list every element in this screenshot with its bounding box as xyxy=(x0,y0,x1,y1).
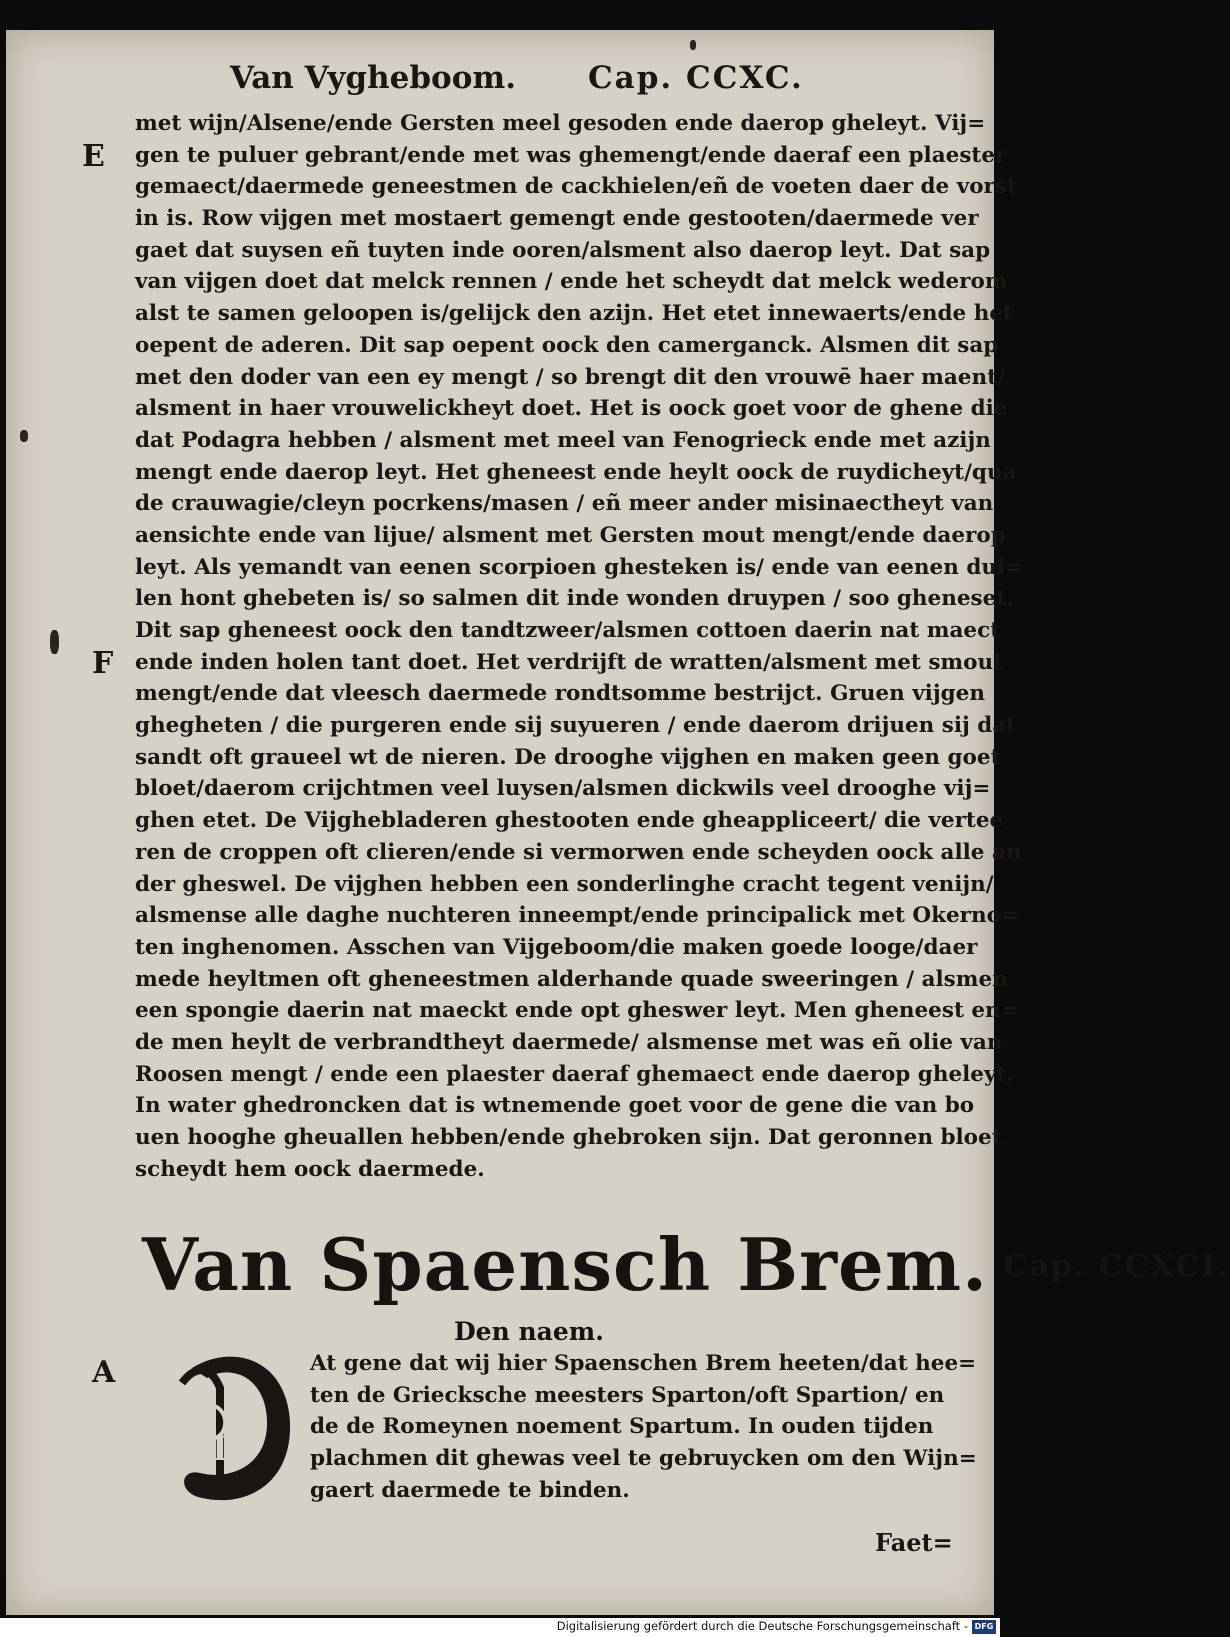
text-line: gen te puluer gebrant/ende met was ghemengt/ende daeraf een plaester xyxy=(135,142,1007,168)
text-line: ren de croppen oft clieren/ende si vermorwen ende scheyden oock alle an xyxy=(135,839,1022,865)
svg-text:D: D xyxy=(212,1429,242,1469)
text-line: alsmense alle daghe nuchteren inneempt/ende principalick met Okerno= xyxy=(135,903,1019,929)
section-title: Van Spaensch Brem. xyxy=(142,1222,989,1307)
text-line: gaert daermede te binden. xyxy=(310,1477,630,1503)
section-chapter: Cap. CCXCI. xyxy=(1003,1249,1230,1284)
text-line: gemaect/daermede geneestmen de cackhielen/eñ de voeten daer de vorst xyxy=(135,174,1017,200)
margin-marker-e: E xyxy=(82,139,105,174)
funding-credit: Digitalisierung gefördert durch die Deutsche Forschungsgemeinschaft - xyxy=(556,1619,968,1633)
running-header xyxy=(230,60,830,100)
decorated-initial-d-icon xyxy=(172,1348,297,1508)
text-line: sandt oft graueel wt de nieren. De drooghe vijghen en maken geen goet xyxy=(135,744,1001,770)
text-line: plachmen dit ghewas veel te gebruycken om den Wijn= xyxy=(310,1446,977,1472)
text-line: uen hooghe gheuallen hebben/ende ghebroken sijn. Dat geronnen bloet xyxy=(135,1125,1002,1150)
text-line: At gene dat wij hier Spaenschen Brem heeten/dat hee= xyxy=(310,1351,977,1376)
section-heading xyxy=(142,1222,1230,1307)
text-line: mede heyltmen oft gheneestmen alderhande quade sweeringen / alsmen xyxy=(135,966,1008,992)
subheading: Den naem. xyxy=(454,1317,604,1346)
text-line: ghegheten / die purgeren ende sij suyueren / ende daerom drijuen sij dat xyxy=(135,713,1017,739)
text-line: len hont ghebeten is/ so salmen dit inde wonden druypen / soo gheneset. xyxy=(135,586,1014,612)
dfg-logo: DFG xyxy=(972,1620,996,1634)
text-line: de crauwagie/cleyn pocrkens/masen / eñ meer ander misinaectheyt van xyxy=(135,491,994,517)
text-line: van vijgen doet dat melck rennen / ende het scheydt dat melck wederom xyxy=(135,269,1008,295)
section-text-block xyxy=(310,1348,977,1506)
text-line: met wijn/Alsene/ende Gersten meel gesoden ende daerop gheleyt. Vij= xyxy=(135,111,986,136)
text-line: Dit sap gheneest oock den tandtzweer/alsmen cottoen daerin nat maect xyxy=(135,618,1001,643)
text-line: oepent de aderen. Dit sap oepent oock den camerganck. Alsmen dit sap xyxy=(135,332,999,358)
main-text-block xyxy=(135,108,1024,1185)
text-line: de de Romeynen noement Spartum. In ouden tijden xyxy=(310,1414,934,1440)
decorated-initial xyxy=(172,1348,297,1508)
text-line: dat Podagra hebben / alsment met meel van Fenogrieck ende met azijn xyxy=(135,427,991,453)
text-line: ten inghenomen. Asschen van Vijgeboom/die maken goede looge/daer xyxy=(135,934,978,960)
text-line: mengt ende daerop leyt. Het gheneest ende heylt oock de ruydicheyt/qua xyxy=(135,459,1017,485)
text-line: alst te samen geloopen is/gelijck den azijn. Het etet innewaerts/ende het xyxy=(135,301,1013,327)
text-line: der gheswel. De vijghen hebben een sonderlinghe cracht tegent venijn/ xyxy=(135,871,994,897)
text-line: de men heylt de verbrandtheyt daermede/ alsmense met was eñ olie van xyxy=(135,1029,1003,1055)
text-line: ten de Griecksche meesters Sparton/oft Spartion/ en xyxy=(310,1382,945,1408)
ink-mark xyxy=(20,430,28,442)
margin-marker-f: F xyxy=(92,646,114,681)
text-line: gaet dat suysen eñ tuyten inde ooren/alsment also daerop leyt. Dat sap xyxy=(135,237,991,263)
catchword: Faet= xyxy=(875,1528,953,1557)
text-line: alsment in haer vrouwelickheyt doet. Het is oock goet voor de ghene die xyxy=(135,396,1008,422)
digitization-footer xyxy=(0,1618,1000,1637)
margin-marker-a: A xyxy=(92,1355,116,1390)
text-line: leyt. Als yemandt van eenen scorpioen ghesteken is/ ende van eenen dul= xyxy=(135,554,1024,580)
ink-mark xyxy=(690,40,696,50)
text-line: ghen etet. De Vijghebladeren ghestooten ende gheappliceert/ die vertee xyxy=(135,808,1004,834)
ink-mark xyxy=(50,630,59,654)
text-line: mengt/ende dat vleesch daermede rondtsomme bestrijct. Gruen vijgen xyxy=(135,681,985,707)
text-line: een spongie daerin nat maeckt ende opt gheswer leyt. Men gheneest en= xyxy=(135,998,1019,1024)
text-line: aensichte ende van lijue/ alsment met Gersten mout mengt/ende daerop xyxy=(135,522,1006,548)
text-line: ende inden holen tant doet. Het verdrijft de wratten/alsment met smout xyxy=(135,649,1004,675)
chapter-number: Cap. CCXC. xyxy=(588,60,804,96)
running-title: Van Vyghebo​om. xyxy=(230,60,516,96)
text-line: scheydt hem oock daermede. xyxy=(135,1156,485,1182)
text-line: bloet/daerom crijchtmen veel luysen/alsmen dickwils veel drooghe vij= xyxy=(135,776,991,802)
text-line: In water ghedroncken dat is wtnemende goet voor de gene die van bo xyxy=(135,1093,975,1119)
text-line: in is. Row vijgen met mostaert gemengt ende gestooten/daermede ver xyxy=(135,206,979,232)
text-line: met den doder van een ey mengt / so brengt dit den vrouwē haer maent/ xyxy=(135,364,1005,390)
text-line: Roosen mengt / ende een plaester daeraf ghemaect ende daerop gheleyt. xyxy=(135,1061,1014,1087)
